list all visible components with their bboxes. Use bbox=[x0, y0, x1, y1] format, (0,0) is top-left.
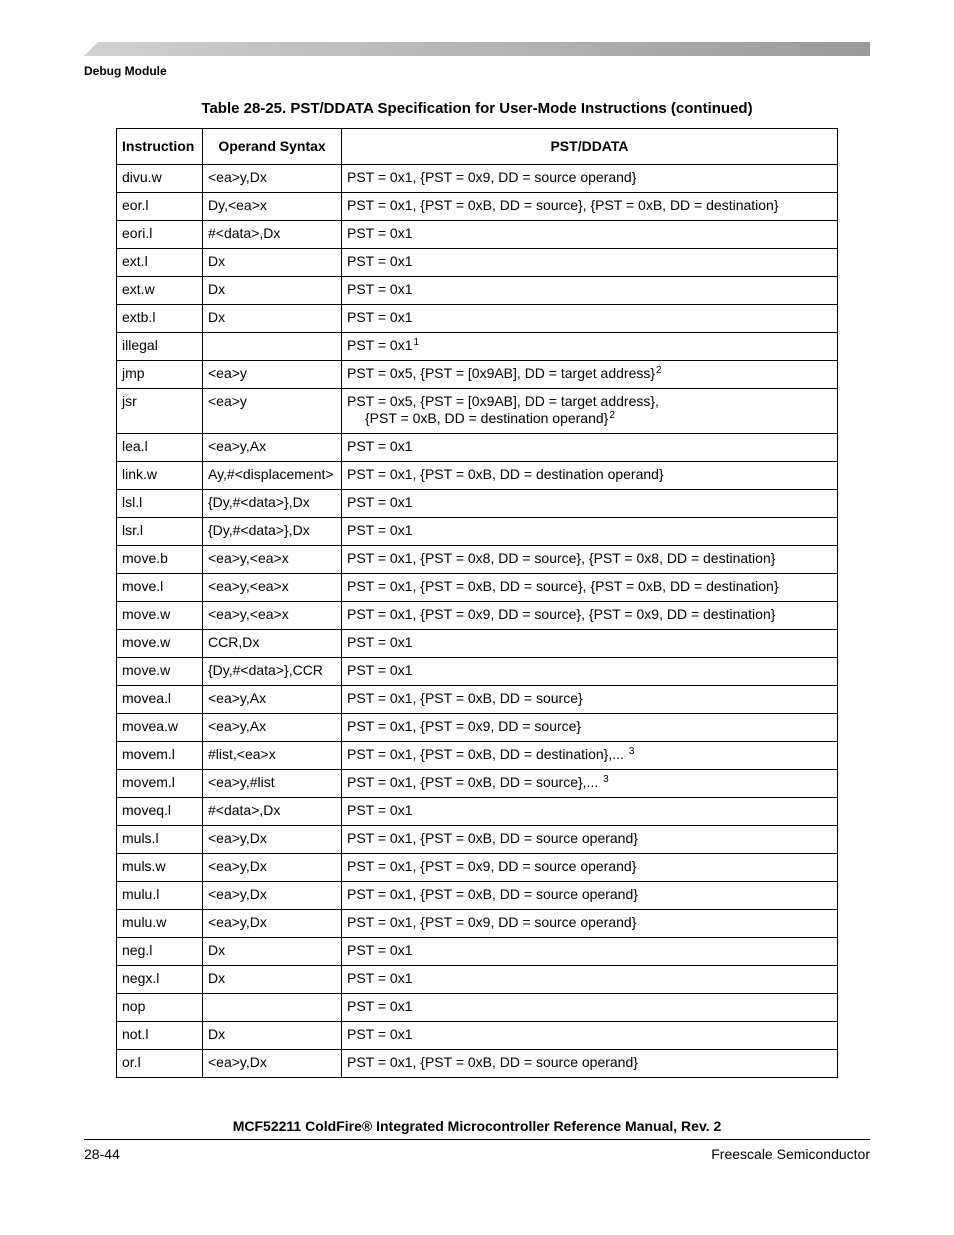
operand-syntax-cell: <ea>y,Ax bbox=[203, 686, 342, 714]
pst-ddata-text: PST = 0x1 bbox=[347, 634, 413, 650]
operand-syntax-cell: Dx bbox=[203, 938, 342, 966]
instruction-cell: lsr.l bbox=[117, 518, 203, 546]
table-row bbox=[117, 165, 838, 193]
table-row bbox=[117, 1050, 838, 1078]
pst-ddata-text: PST = 0x1 bbox=[347, 998, 413, 1014]
operand-syntax-cell: Dx bbox=[203, 277, 342, 305]
footer-rule bbox=[84, 1139, 870, 1140]
pst-ddata-cell bbox=[342, 994, 838, 1022]
pst-ddata-text: PST = 0x5, {PST = [0x9AB], DD = target address}, bbox=[347, 393, 659, 409]
instruction-cell: lea.l bbox=[117, 434, 203, 462]
pst-ddata-text: PST = 0x1, {PST = 0x9, DD = source}, {PST = 0x9, DD = destination} bbox=[347, 606, 776, 622]
pst-ddata-cell bbox=[342, 714, 838, 742]
operand-syntax-cell: Dx bbox=[203, 249, 342, 277]
table-row bbox=[117, 994, 838, 1022]
pst-ddata-text: PST = 0x1, {PST = 0x8, DD = source}, {PST = 0x8, DD = destination} bbox=[347, 550, 776, 566]
footnote-marker: 2 bbox=[609, 410, 615, 421]
column-header-operand-syntax: Operand Syntax bbox=[203, 129, 342, 165]
instruction-cell: negx.l bbox=[117, 966, 203, 994]
footnote-marker: 2 bbox=[656, 365, 662, 376]
table-row bbox=[117, 882, 838, 910]
instruction-cell: ext.l bbox=[117, 249, 203, 277]
table-row bbox=[117, 546, 838, 574]
pst-ddata-text: PST = 0x1 bbox=[347, 253, 413, 269]
pst-ddata-cell bbox=[342, 249, 838, 277]
table-row bbox=[117, 910, 838, 938]
pst-ddata-cell bbox=[342, 462, 838, 490]
instruction-cell: jmp bbox=[117, 361, 203, 389]
pst-ddata-cell bbox=[342, 1050, 838, 1078]
instruction-cell: movea.w bbox=[117, 714, 203, 742]
pst-ddata-cell bbox=[342, 882, 838, 910]
operand-syntax-cell: {Dy,#<data>},CCR bbox=[203, 658, 342, 686]
table-row bbox=[117, 518, 838, 546]
pst-ddata-text: PST = 0x5, {PST = [0x9AB], DD = target address} bbox=[347, 365, 656, 381]
table-row bbox=[117, 602, 838, 630]
table-row bbox=[117, 686, 838, 714]
instruction-cell: move.w bbox=[117, 630, 203, 658]
table-row bbox=[117, 966, 838, 994]
operand-syntax-cell: <ea>y,<ea>x bbox=[203, 546, 342, 574]
operand-syntax-cell: #<data>,Dx bbox=[203, 798, 342, 826]
instruction-cell: move.w bbox=[117, 658, 203, 686]
operand-syntax-cell: Dx bbox=[203, 966, 342, 994]
instruction-cell: neg.l bbox=[117, 938, 203, 966]
instruction-cell: ext.w bbox=[117, 277, 203, 305]
pst-ddata-cell bbox=[342, 938, 838, 966]
column-header-instruction: Instruction bbox=[117, 129, 203, 165]
operand-syntax-cell: <ea>y,Dx bbox=[203, 1050, 342, 1078]
pst-ddata-cell bbox=[342, 305, 838, 333]
pst-ddata-text: PST = 0x1, {PST = 0xB, DD = source}, {PST = 0xB, DD = destination} bbox=[347, 197, 779, 213]
instruction-cell: illegal bbox=[117, 333, 203, 361]
pst-ddata-cell bbox=[342, 798, 838, 826]
operand-syntax-cell: Ay,#<displacement> bbox=[203, 462, 342, 490]
pst-ddata-cell bbox=[342, 490, 838, 518]
operand-syntax-cell: Dx bbox=[203, 305, 342, 333]
operand-syntax-cell: <ea>y,Dx bbox=[203, 910, 342, 938]
pst-ddata-cell bbox=[342, 658, 838, 686]
pst-ddata-cell bbox=[342, 770, 838, 798]
pst-ddata-cell bbox=[342, 361, 838, 389]
table-row bbox=[117, 389, 838, 434]
company-name: Freescale Semiconductor bbox=[711, 1146, 870, 1162]
table-row bbox=[117, 434, 838, 462]
instruction-cell: divu.w bbox=[117, 165, 203, 193]
instruction-cell: or.l bbox=[117, 1050, 203, 1078]
footnote-marker: 1 bbox=[413, 337, 420, 348]
instruction-cell: mulu.w bbox=[117, 910, 203, 938]
instruction-cell: moveq.l bbox=[117, 798, 203, 826]
section-label: Debug Module bbox=[84, 64, 167, 78]
pst-ddata-text: PST = 0x1, {PST = 0xB, DD = source}, {PST = 0xB, DD = destination} bbox=[347, 578, 779, 594]
table-row bbox=[117, 854, 838, 882]
pst-ddata-cell bbox=[342, 333, 838, 361]
pst-ddata-text-continued: {PST = 0xB, DD = destination operand} bbox=[365, 410, 609, 426]
manual-title: MCF52211 ColdFire® Integrated Microcontroller Reference Manual, Rev. 2 bbox=[232, 1118, 722, 1134]
pst-ddata-text: PST = 0x1, {PST = 0xB, DD = source operand} bbox=[347, 886, 638, 902]
pst-ddata-text: PST = 0x1, {PST = 0xB, DD = source},... bbox=[347, 774, 603, 790]
operand-syntax-cell: CCR,Dx bbox=[203, 630, 342, 658]
pst-ddata-cell bbox=[342, 826, 838, 854]
instruction-cell: move.l bbox=[117, 574, 203, 602]
pst-ddata-text: PST = 0x1 bbox=[347, 281, 413, 297]
table-row bbox=[117, 658, 838, 686]
table-row bbox=[117, 277, 838, 305]
pst-ddata-cell bbox=[342, 910, 838, 938]
operand-syntax-cell bbox=[203, 333, 342, 361]
pst-ddata-text: PST = 0x1, {PST = 0x9, DD = source} bbox=[347, 718, 582, 734]
table-row bbox=[117, 574, 838, 602]
instruction-cell: move.b bbox=[117, 546, 203, 574]
operand-syntax-cell: Dx bbox=[203, 1022, 342, 1050]
table-body bbox=[117, 165, 838, 1078]
table-row bbox=[117, 221, 838, 249]
pst-ddata-table bbox=[116, 128, 838, 1078]
pst-ddata-text-line2 bbox=[347, 410, 832, 427]
table-row bbox=[117, 462, 838, 490]
column-header-pst-ddata: PST/DDATA bbox=[342, 129, 838, 165]
operand-syntax-cell: {Dy,#<data>},Dx bbox=[203, 490, 342, 518]
pst-ddata-cell bbox=[342, 221, 838, 249]
table-row bbox=[117, 333, 838, 361]
pst-ddata-cell bbox=[342, 518, 838, 546]
instruction-cell: movem.l bbox=[117, 770, 203, 798]
operand-syntax-cell: <ea>y,#list bbox=[203, 770, 342, 798]
pst-ddata-cell bbox=[342, 193, 838, 221]
operand-syntax-cell: <ea>y,Dx bbox=[203, 826, 342, 854]
operand-syntax-cell: <ea>y bbox=[203, 361, 342, 389]
pst-ddata-text: PST = 0x1 bbox=[347, 337, 413, 353]
table-row bbox=[117, 742, 838, 770]
footnote-marker: 3 bbox=[628, 746, 635, 757]
footnote-marker: 3 bbox=[603, 774, 609, 785]
operand-syntax-cell: #list,<ea>x bbox=[203, 742, 342, 770]
pst-ddata-cell bbox=[342, 854, 838, 882]
operand-syntax-cell: <ea>y,Dx bbox=[203, 165, 342, 193]
operand-syntax-cell: <ea>y,<ea>x bbox=[203, 602, 342, 630]
table-row bbox=[117, 714, 838, 742]
pst-ddata-cell bbox=[342, 546, 838, 574]
operand-syntax-cell: <ea>y,Ax bbox=[203, 714, 342, 742]
table-row bbox=[117, 798, 838, 826]
table-row bbox=[117, 1022, 838, 1050]
instruction-cell: move.w bbox=[117, 602, 203, 630]
page-number: 28-44 bbox=[84, 1146, 120, 1162]
table-row bbox=[117, 826, 838, 854]
operand-syntax-cell: Dy,<ea>x bbox=[203, 193, 342, 221]
instruction-cell: eor.l bbox=[117, 193, 203, 221]
pst-ddata-text: PST = 0x1 bbox=[347, 942, 413, 958]
operand-syntax-cell: <ea>y,Dx bbox=[203, 882, 342, 910]
pst-ddata-cell bbox=[342, 165, 838, 193]
pst-ddata-text: PST = 0x1 bbox=[347, 225, 413, 241]
table-header-row bbox=[117, 129, 838, 165]
pst-ddata-text: PST = 0x1 bbox=[347, 970, 413, 986]
operand-syntax-cell: <ea>y,<ea>x bbox=[203, 574, 342, 602]
pst-ddata-text: PST = 0x1, {PST = 0xB, DD = source operand} bbox=[347, 1054, 638, 1070]
pst-ddata-text: PST = 0x1, {PST = 0xB, DD = source operand} bbox=[347, 830, 638, 846]
table-row bbox=[117, 490, 838, 518]
pst-ddata-text: PST = 0x1, {PST = 0x9, DD = source operand} bbox=[347, 169, 637, 185]
pst-ddata-cell bbox=[342, 602, 838, 630]
pst-ddata-text: PST = 0x1 bbox=[347, 438, 413, 454]
instruction-cell: link.w bbox=[117, 462, 203, 490]
operand-syntax-cell: <ea>y bbox=[203, 389, 342, 434]
pst-ddata-text: PST = 0x1 bbox=[347, 1026, 413, 1042]
pst-ddata-cell bbox=[342, 1022, 838, 1050]
table-row bbox=[117, 249, 838, 277]
pst-ddata-text: PST = 0x1, {PST = 0xB, DD = destination operand} bbox=[347, 466, 664, 482]
pst-ddata-text: PST = 0x1, {PST = 0xB, DD = destination},... bbox=[347, 746, 628, 762]
instruction-cell: movem.l bbox=[117, 742, 203, 770]
instruction-cell: jsr bbox=[117, 389, 203, 434]
instruction-cell: extb.l bbox=[117, 305, 203, 333]
table-row bbox=[117, 361, 838, 389]
pst-ddata-cell bbox=[342, 277, 838, 305]
pst-ddata-cell bbox=[342, 389, 838, 434]
operand-syntax-cell: <ea>y,Ax bbox=[203, 434, 342, 462]
pst-ddata-text: PST = 0x1, {PST = 0x9, DD = source operand} bbox=[347, 914, 637, 930]
pst-ddata-cell bbox=[342, 630, 838, 658]
instruction-cell: not.l bbox=[117, 1022, 203, 1050]
instruction-cell: muls.l bbox=[117, 826, 203, 854]
instruction-cell: movea.l bbox=[117, 686, 203, 714]
operand-syntax-cell bbox=[203, 994, 342, 1022]
pst-ddata-cell bbox=[342, 686, 838, 714]
pst-ddata-cell bbox=[342, 742, 838, 770]
pst-ddata-text: PST = 0x1 bbox=[347, 309, 413, 325]
pst-ddata-cell bbox=[342, 434, 838, 462]
instruction-cell: lsl.l bbox=[117, 490, 203, 518]
instruction-cell: muls.w bbox=[117, 854, 203, 882]
table-row bbox=[117, 938, 838, 966]
pst-ddata-text: PST = 0x1 bbox=[347, 662, 413, 678]
header-bar bbox=[84, 42, 870, 56]
operand-syntax-cell: #<data>,Dx bbox=[203, 221, 342, 249]
instruction-cell: eori.l bbox=[117, 221, 203, 249]
table-row bbox=[117, 193, 838, 221]
table-row bbox=[117, 630, 838, 658]
instruction-cell: nop bbox=[117, 994, 203, 1022]
table-row bbox=[117, 770, 838, 798]
pst-ddata-text: PST = 0x1, {PST = 0xB, DD = source} bbox=[347, 690, 583, 706]
pst-ddata-cell bbox=[342, 574, 838, 602]
pst-ddata-text: PST = 0x1, {PST = 0x9, DD = source operand} bbox=[347, 858, 637, 874]
pst-ddata-text: PST = 0x1 bbox=[347, 494, 413, 510]
table-row bbox=[117, 305, 838, 333]
pst-ddata-text: PST = 0x1 bbox=[347, 522, 413, 538]
operand-syntax-cell: {Dy,#<data>},Dx bbox=[203, 518, 342, 546]
operand-syntax-cell: <ea>y,Dx bbox=[203, 854, 342, 882]
instruction-cell: mulu.l bbox=[117, 882, 203, 910]
pst-ddata-cell bbox=[342, 966, 838, 994]
pst-ddata-text: PST = 0x1 bbox=[347, 802, 413, 818]
table-title: Table 28-25. PST/DDATA Specification for User-Mode Instructions (continued) bbox=[201, 100, 753, 117]
